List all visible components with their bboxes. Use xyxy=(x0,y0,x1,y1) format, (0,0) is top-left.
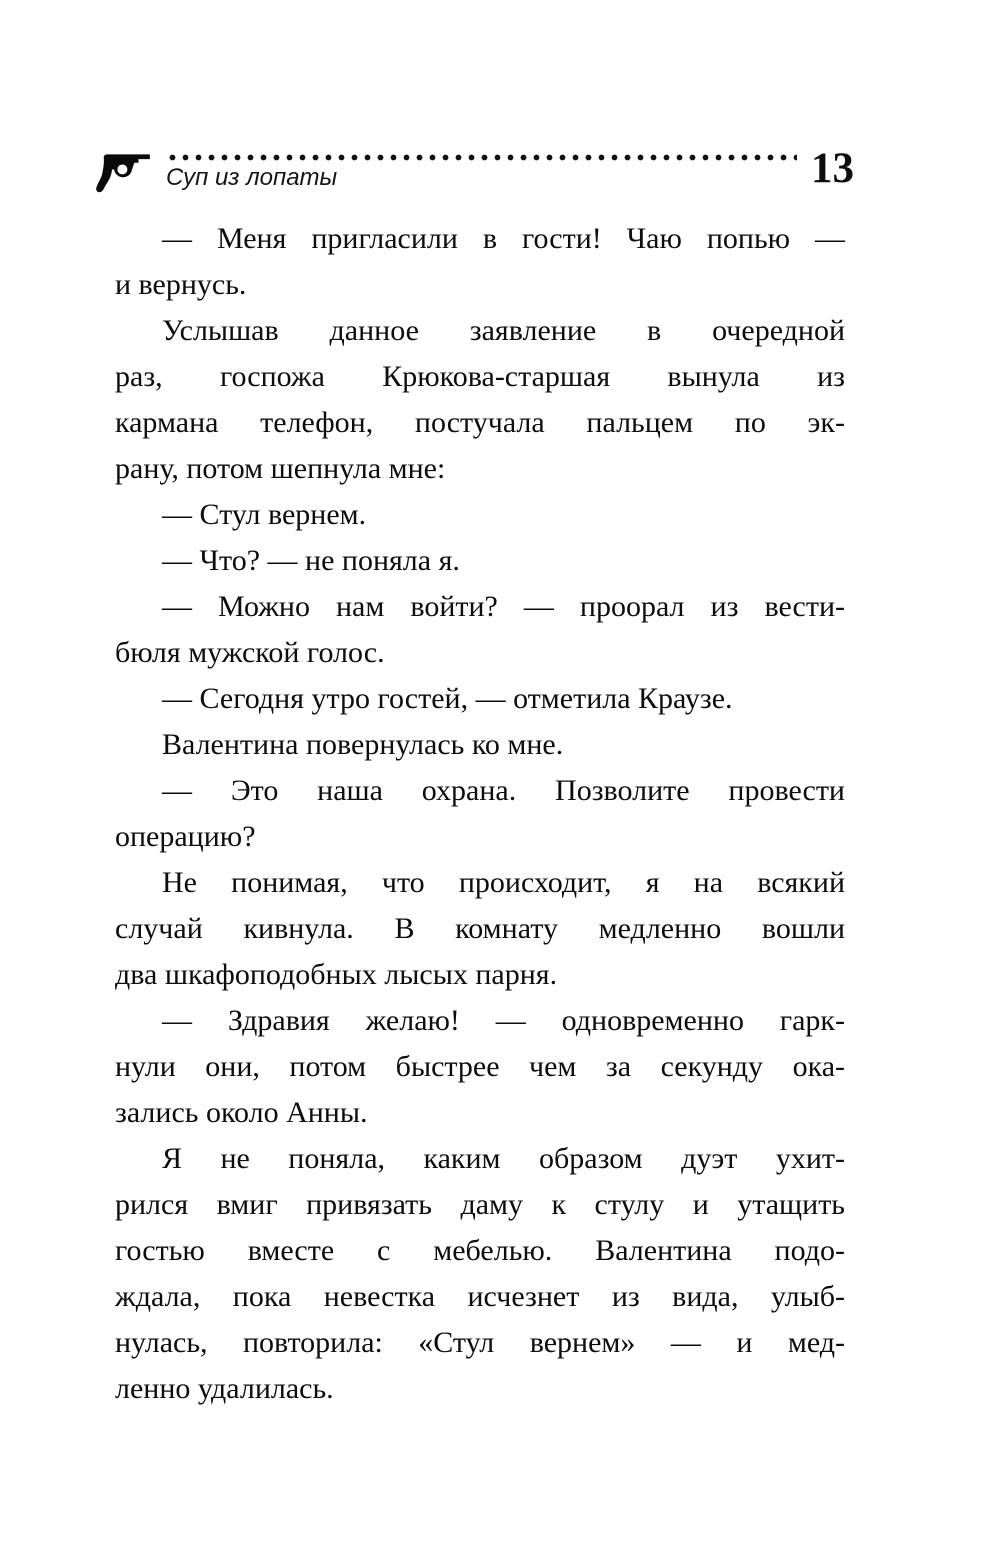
page-number: 13 xyxy=(811,145,854,192)
paragraph xyxy=(115,860,845,998)
text-line: и вернусь. xyxy=(115,268,247,301)
paragraph xyxy=(115,538,845,584)
text-line: бюля мужской голос. xyxy=(115,636,385,669)
header-middle xyxy=(166,146,811,191)
text-line: Я не поняла, каким образом дуэт ухит- xyxy=(162,1142,845,1175)
paragraph xyxy=(115,492,845,538)
text-line: два шкафоподобных лысых парня. xyxy=(115,958,558,991)
text-line: нули они, потом быстрее чем за секунду ока- xyxy=(115,1050,845,1083)
text-line: зались около Анны. xyxy=(115,1096,368,1129)
text-line: — Стул вернем. xyxy=(162,498,367,531)
text-line: нулась, повторила: «Стул вернем» — и мед- xyxy=(115,1326,845,1359)
text-line: Услышав данное заявление в очередной xyxy=(162,314,845,347)
running-title: Суп из лопаты xyxy=(166,164,338,191)
text-line: рился вмиг привязать даму к стулу и утащить xyxy=(115,1188,845,1221)
dotted-rule xyxy=(166,154,797,161)
text-line: — Это наша охрана. Позволите провести xyxy=(162,774,845,807)
text-line: — Сегодня утро гостей, — отметила Краузе. xyxy=(162,682,733,715)
text-line: рану, потом шепнула мне: xyxy=(115,452,446,485)
paragraph xyxy=(115,998,845,1136)
paragraph xyxy=(115,216,845,308)
text-line: кармана телефон, постучала пальцем по эк- xyxy=(115,406,845,439)
paragraph xyxy=(115,308,845,492)
text-line: — Что? — не поняла я. xyxy=(162,544,460,577)
text-line: гостью вместе с мебелью. Валентина подо- xyxy=(115,1234,845,1267)
text-line: операцию? xyxy=(115,820,256,853)
text-line: — Меня пригласили в гости! Чаю попью — xyxy=(162,222,845,255)
page-header xyxy=(96,146,854,193)
revolver-icon xyxy=(96,149,154,193)
paragraph xyxy=(115,1136,845,1412)
text-line: Валентина повернулась ко мне. xyxy=(162,728,564,761)
page-body xyxy=(115,216,845,1412)
paragraph xyxy=(115,722,845,768)
paragraph xyxy=(115,676,845,722)
text-line: Не понимая, что происходит, я на всякий xyxy=(162,866,845,899)
text-line: — Здравия желаю! — одновременно гарк- xyxy=(162,1004,845,1037)
text-line: ленно удалилась. xyxy=(115,1372,334,1405)
text-line: раз, госпожа Крюкова-старшая вынула из xyxy=(115,360,845,393)
paragraph xyxy=(115,768,845,860)
paragraph xyxy=(115,584,845,676)
text-line: ждала, пока невестка исчезнет из вида, улыб- xyxy=(115,1280,845,1313)
text-line: случай кивнула. В комнату медленно вошли xyxy=(115,912,845,945)
text-line: — Можно нам войти? — проорал из вести- xyxy=(162,590,845,623)
